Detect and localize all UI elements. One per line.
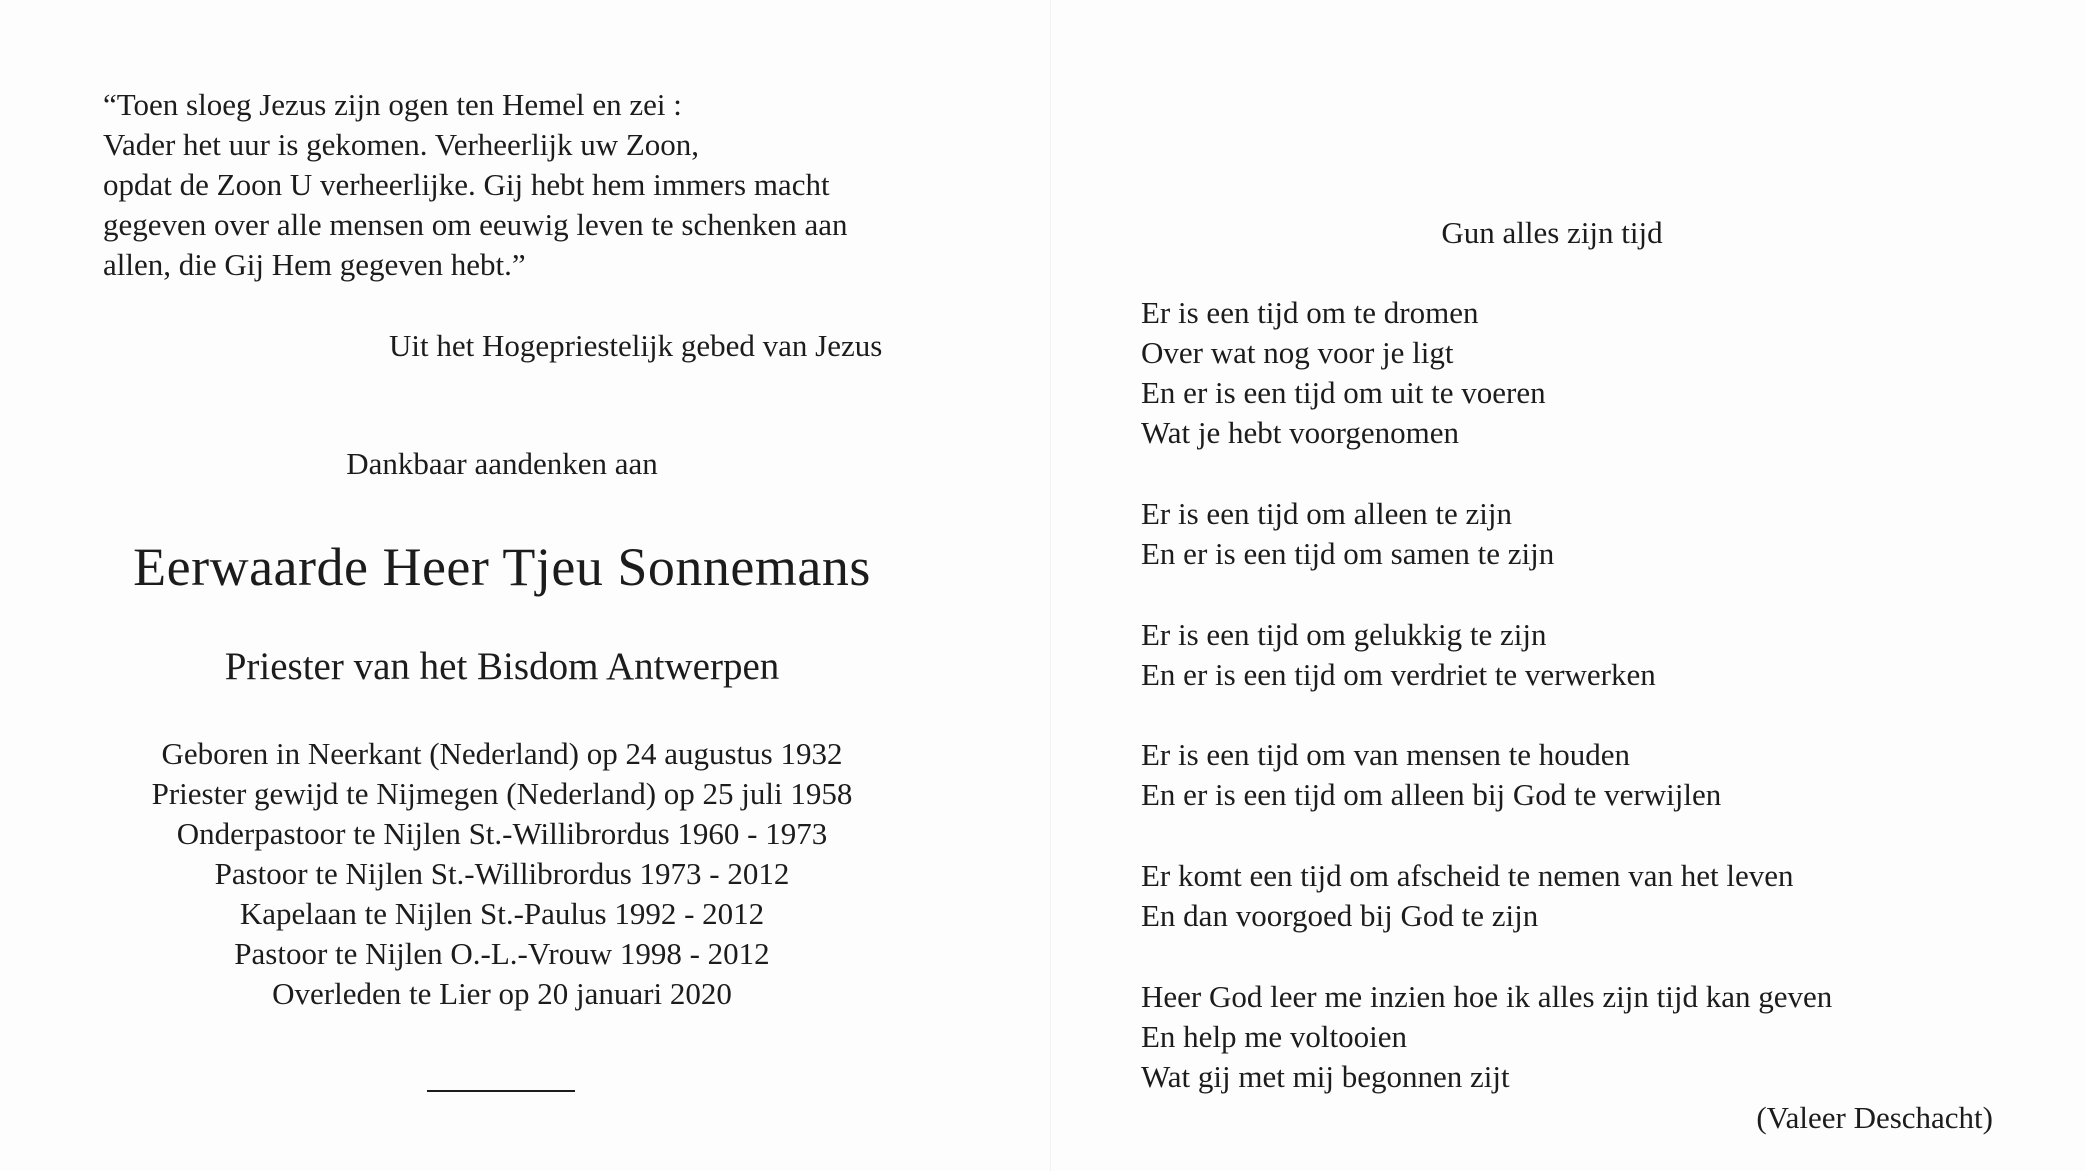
poem-line: Er is een tijd om gelukkig te zijn bbox=[1141, 617, 1547, 652]
bio-line: Kapelaan te Nijlen St.-Paulus 1992 - 2012 bbox=[239, 896, 765, 931]
deceased-name: Eerwaarde Heer Tjeu Sonnemans bbox=[133, 537, 871, 597]
bio-line: Onderpastoor te Nijlen St.-Willibrordus 1960 - 1973 bbox=[176, 816, 828, 851]
poem-line: En er is een tijd om samen te zijn bbox=[1141, 536, 1555, 571]
poem-line: Er is een tijd om van mensen te houden bbox=[1141, 737, 1630, 772]
bio-line: Priester gewijd te Nijmegen (Nederland) op 25 juli 1958 bbox=[151, 776, 853, 811]
quote-source: Uit het Hogepriestelijk gebed van Jezus bbox=[389, 328, 883, 363]
poem-title: Gun alles zijn tijd bbox=[1441, 215, 1663, 250]
bio-line: Pastoor te Nijlen St.-Willibrordus 1973 - 2012 bbox=[214, 856, 790, 891]
divider-rule bbox=[427, 1090, 575, 1092]
quote-line: “Toen sloeg Jezus zijn ogen ten Hemel en zei : bbox=[103, 87, 682, 122]
poem-author: (Valeer Deschacht) bbox=[1756, 1100, 1993, 1135]
deceased-title: Priester van het Bisdom Antwerpen bbox=[224, 645, 780, 688]
bio-line: Geboren in Neerkant (Nederland) op 24 augustus 1932 bbox=[161, 736, 843, 771]
poem-line: Er komt een tijd om afscheid te nemen van het leven bbox=[1141, 858, 1794, 893]
poem-line: En er is een tijd om uit te voeren bbox=[1141, 375, 1546, 410]
quote-line: opdat de Zoon U verheerlijke. Gij hebt hem immers macht bbox=[103, 167, 830, 202]
poem-line: En dan voorgoed bij God te zijn bbox=[1141, 898, 1539, 933]
poem-line: Wat gij met mij begonnen zijt bbox=[1141, 1059, 1510, 1094]
poem-line: Er is een tijd om alleen te zijn bbox=[1141, 496, 1513, 531]
poem-line: Over wat nog voor je ligt bbox=[1141, 335, 1454, 370]
bio-line: Overleden te Lier op 20 januari 2020 bbox=[272, 976, 732, 1011]
quote-line: allen, die Gij Hem gegeven hebt.” bbox=[103, 247, 526, 282]
poem-line: En help me voltooien bbox=[1141, 1019, 1408, 1054]
memorial-intro: Dankbaar aandenken aan bbox=[346, 446, 658, 481]
poem-line: En er is een tijd om alleen bij God te verwijlen bbox=[1141, 777, 1722, 812]
bio-line: Pastoor te Nijlen O.-L.-Vrouw 1998 - 2012 bbox=[234, 936, 770, 971]
poem-line: En er is een tijd om verdriet te verwerken bbox=[1141, 657, 1656, 692]
quote-line: gegeven over alle mensen om eeuwig leven te schenken aan bbox=[103, 207, 848, 242]
right-panel bbox=[1050, 0, 2086, 1171]
quote-line: Vader het uur is gekomen. Verheerlijk uw Zoon, bbox=[103, 127, 700, 162]
poem-line: Er is een tijd om te dromen bbox=[1141, 295, 1479, 330]
poem-line: Heer God leer me inzien hoe ik alles zijn tijd kan geven bbox=[1141, 979, 1833, 1014]
poem-line: Wat je hebt voorgenomen bbox=[1141, 415, 1460, 450]
